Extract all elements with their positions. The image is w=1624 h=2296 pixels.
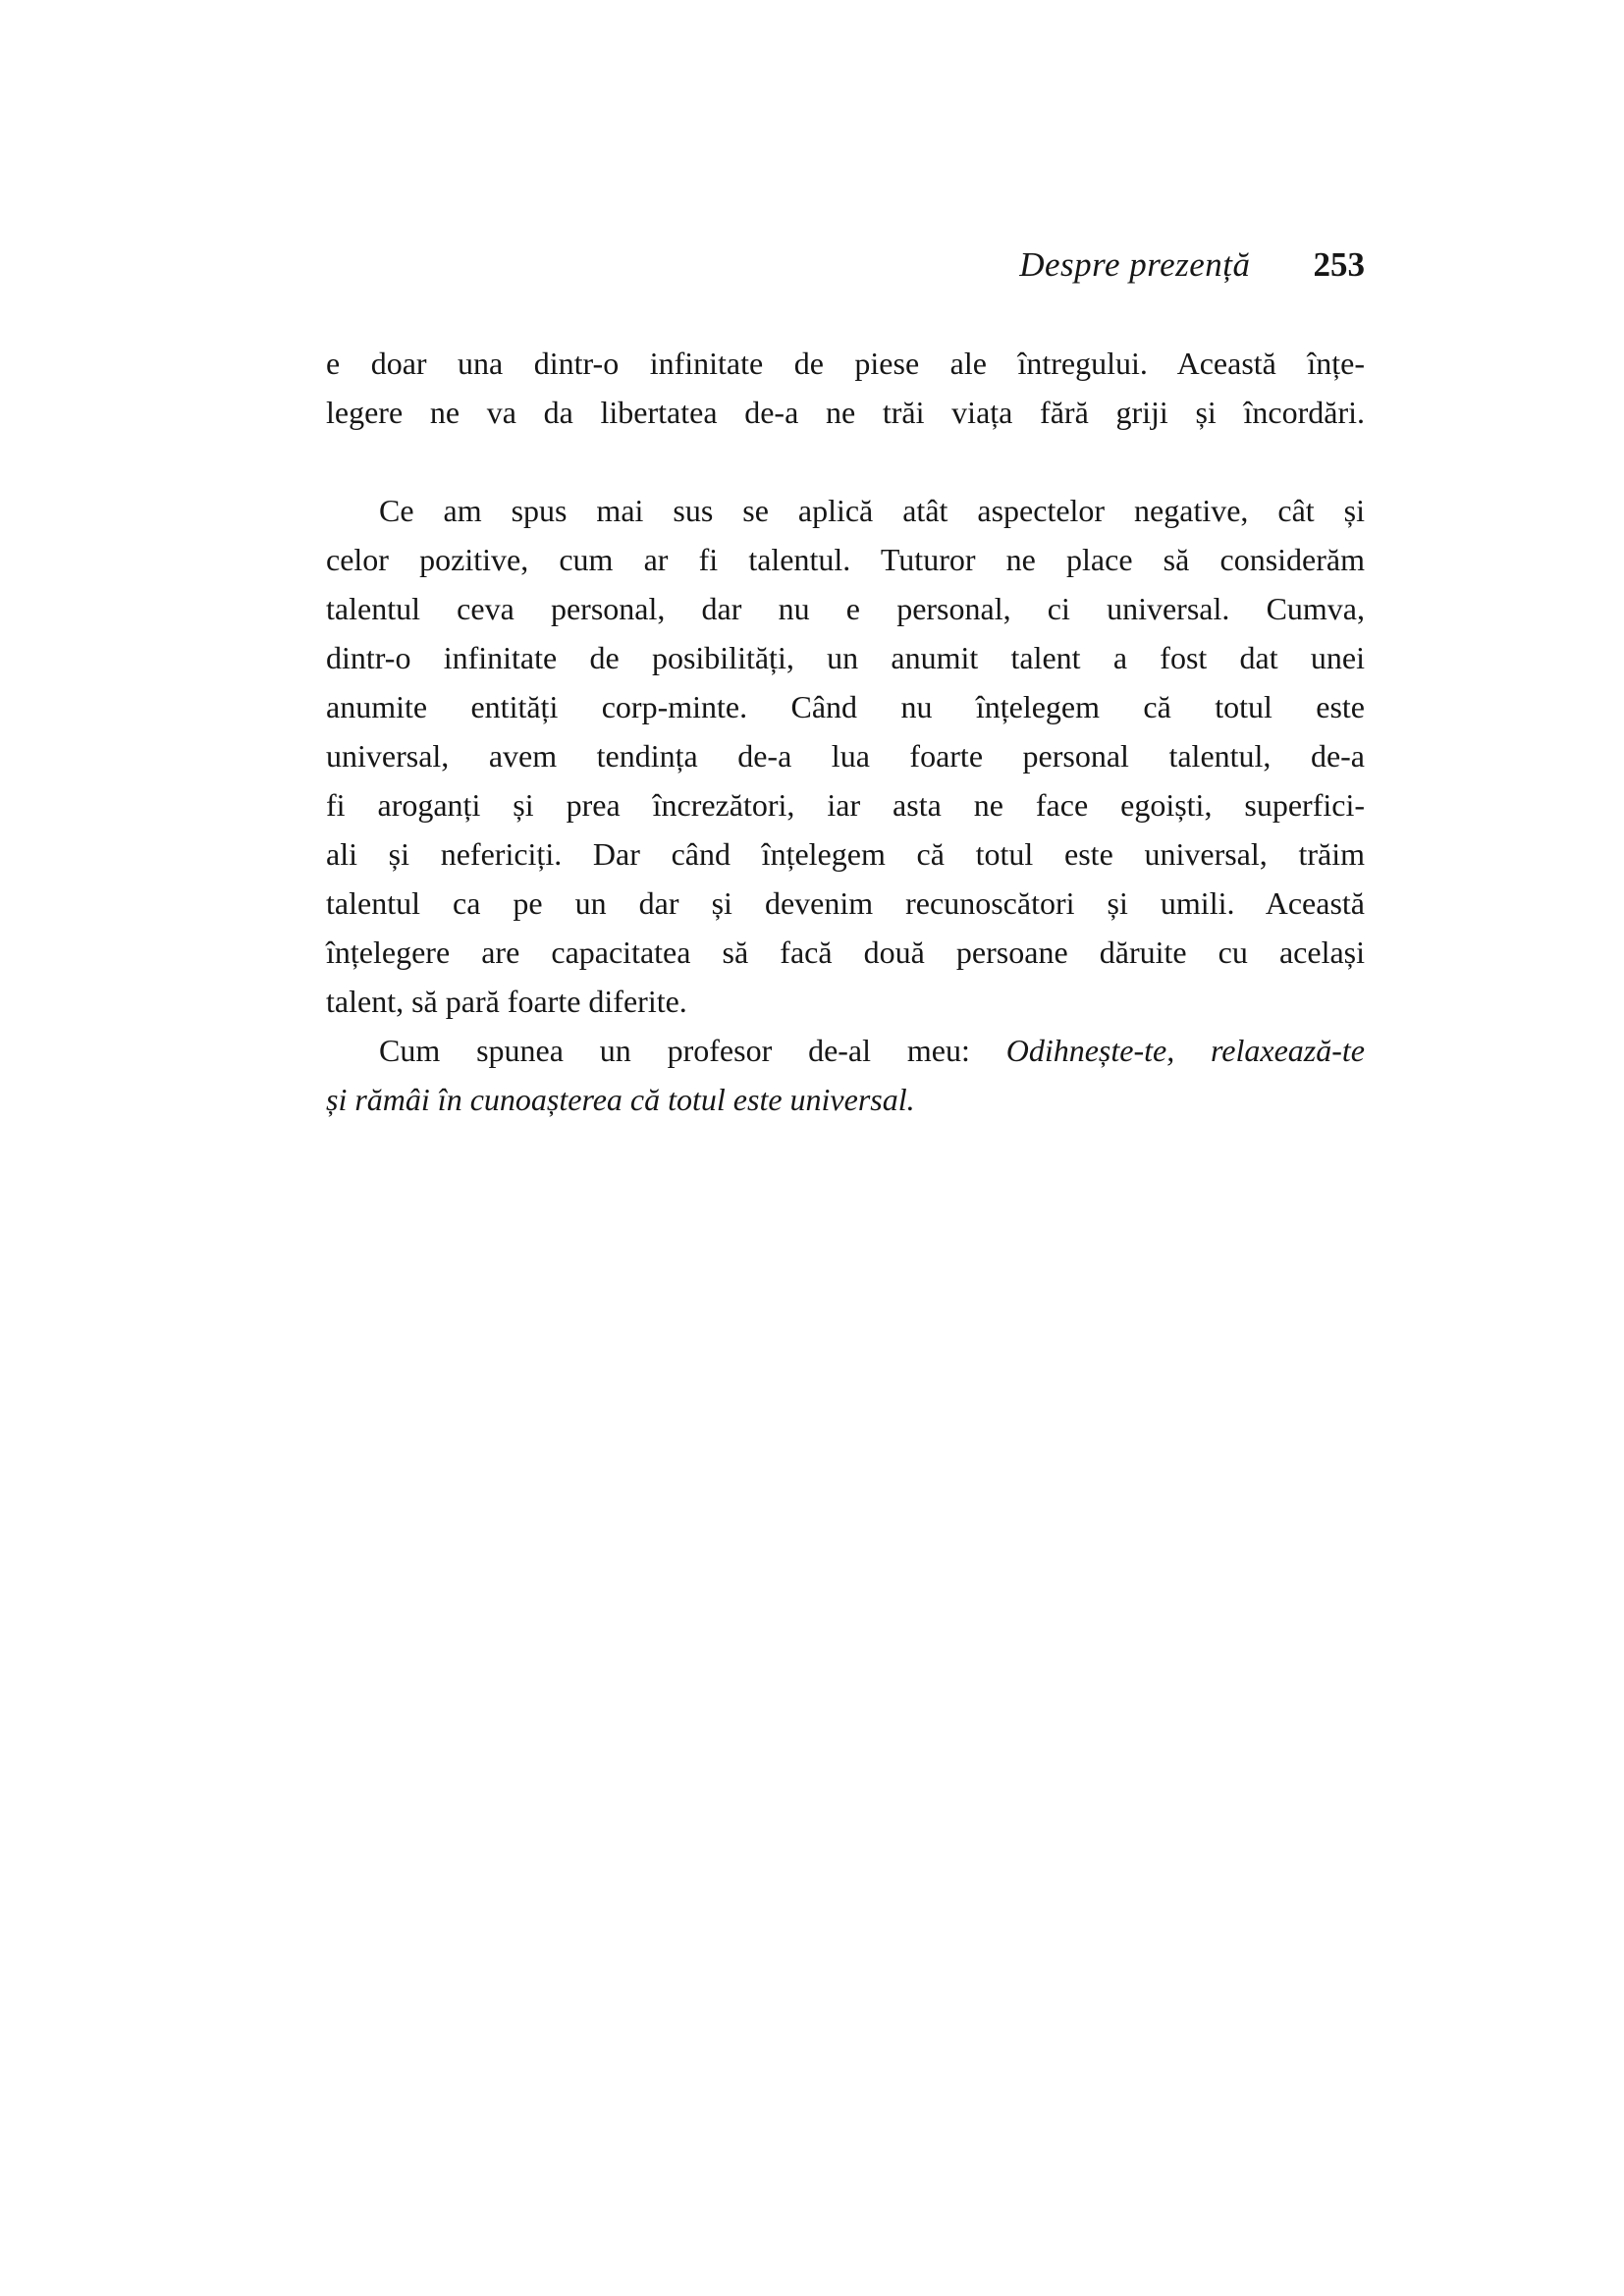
text-line [326,388,1365,437]
text-run: e doar una dintr-o infinitate de piese ale întregului. Această înțe- [326,346,1365,381]
text-line [326,1026,1365,1075]
text-line [326,879,1365,928]
text-run: legere ne va da libertatea de-a ne trăi viața fără griji și încordări. [326,395,1365,430]
text-line [326,339,1365,388]
text-run: talentul ca pe un dar și devenim recunoscători și umili. Această [326,885,1365,921]
text-run: Cum spunea un profesor de-al meu: [379,1033,1006,1068]
text-run: talent, să pară foarte diferite. [326,984,687,1019]
text-line [326,584,1365,633]
text-run: talentul ceva personal, dar nu e personal, ci universal. Cumva, [326,591,1365,626]
text-line [326,829,1365,879]
text-run: fi aroganți și prea încrezători, iar asta ne face egoiști, superfici- [326,787,1365,823]
text-line [326,731,1365,780]
paragraph [326,339,1365,437]
text-line [326,928,1365,977]
running-header [326,243,1365,287]
text-run: anumite entități corp-minte. Când nu înțelegem că totul este [326,689,1365,724]
text-line [326,977,1365,1026]
text-line [326,486,1365,535]
text-run: celor pozitive, cum ar fi talentul. Tuturor ne place să considerăm [326,542,1365,577]
running-header-chapter-title: Despre prezență [1019,245,1251,284]
text-line [326,633,1365,682]
text-line [326,1075,1365,1124]
text-run: universal, avem tendința de-a lua foarte personal talentul, de-a [326,738,1365,774]
page-number: 253 [1313,245,1365,284]
text-line [326,780,1365,829]
page-body [326,339,1365,1124]
paragraph [326,1026,1365,1124]
text-run: ali și nefericiți. Dar când înțelegem că totul este universal, trăim [326,836,1365,872]
paragraph [326,486,1365,1026]
text-run: dintr-o infinitate de posibilități, un anumit talent a fost dat unei [326,640,1365,675]
text-line [326,535,1365,584]
text-run-italic: Odihnește-te, relaxează-te [1005,1033,1366,1068]
text-line [326,682,1365,731]
text-run: Ce am spus mai sus se aplică atât aspectelor negative, cât și [379,493,1365,528]
text-run: înțelegere are capacitatea să facă două persoane dăruite cu același [326,934,1365,970]
text-run-italic: și rămâi în cunoașterea că totul este universal. [326,1082,915,1117]
